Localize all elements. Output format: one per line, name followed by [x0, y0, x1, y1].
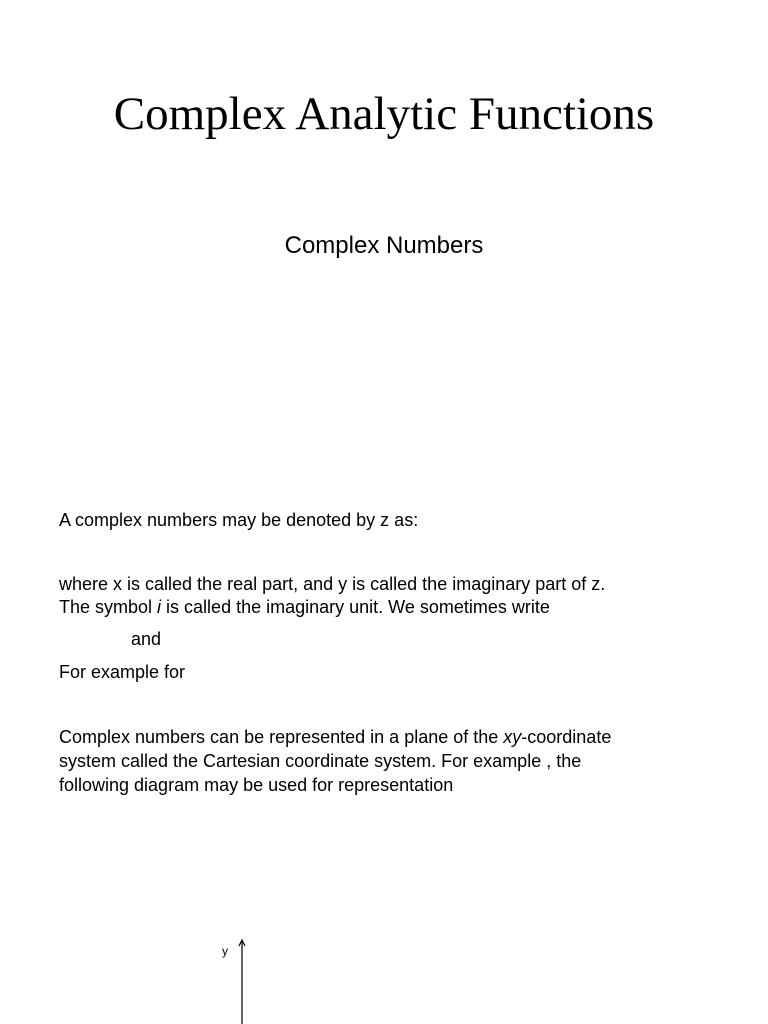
cartesian-paragraph-line-2: system called the Cartesian coordinate system. For example , the — [59, 751, 582, 771]
intro-paragraph: A complex numbers may be denoted by z as: — [59, 510, 419, 530]
coordinate-diagram — [210, 930, 270, 1024]
y-axis-label: y — [222, 944, 228, 958]
section-heading: Complex Numbers — [284, 232, 484, 259]
document-title: Complex Analytic Functions — [113, 88, 655, 140]
real-imaginary-definition-line: where x is called the real part, and y is called the imaginary part of z. — [59, 574, 606, 594]
cartesian-text-post: -coordinate — [521, 727, 612, 747]
cartesian-paragraph-line-1 — [59, 725, 611, 749]
and-connector: and — [131, 629, 162, 649]
imaginary-unit-line — [59, 595, 550, 619]
for-example-line: For example for — [59, 662, 186, 682]
cartesian-paragraph-line-3: following diagram may be used for representation — [59, 775, 454, 795]
cartesian-text-pre: Complex numbers can be represented in a plane of the — [59, 727, 504, 747]
xy-italic: xy — [503, 727, 522, 747]
imaginary-unit-text-pre: The symbol — [59, 597, 158, 617]
imaginary-unit-text-post: is called the imaginary unit. We sometimes write — [161, 597, 550, 617]
imaginary-unit-symbol: i — [157, 597, 162, 617]
